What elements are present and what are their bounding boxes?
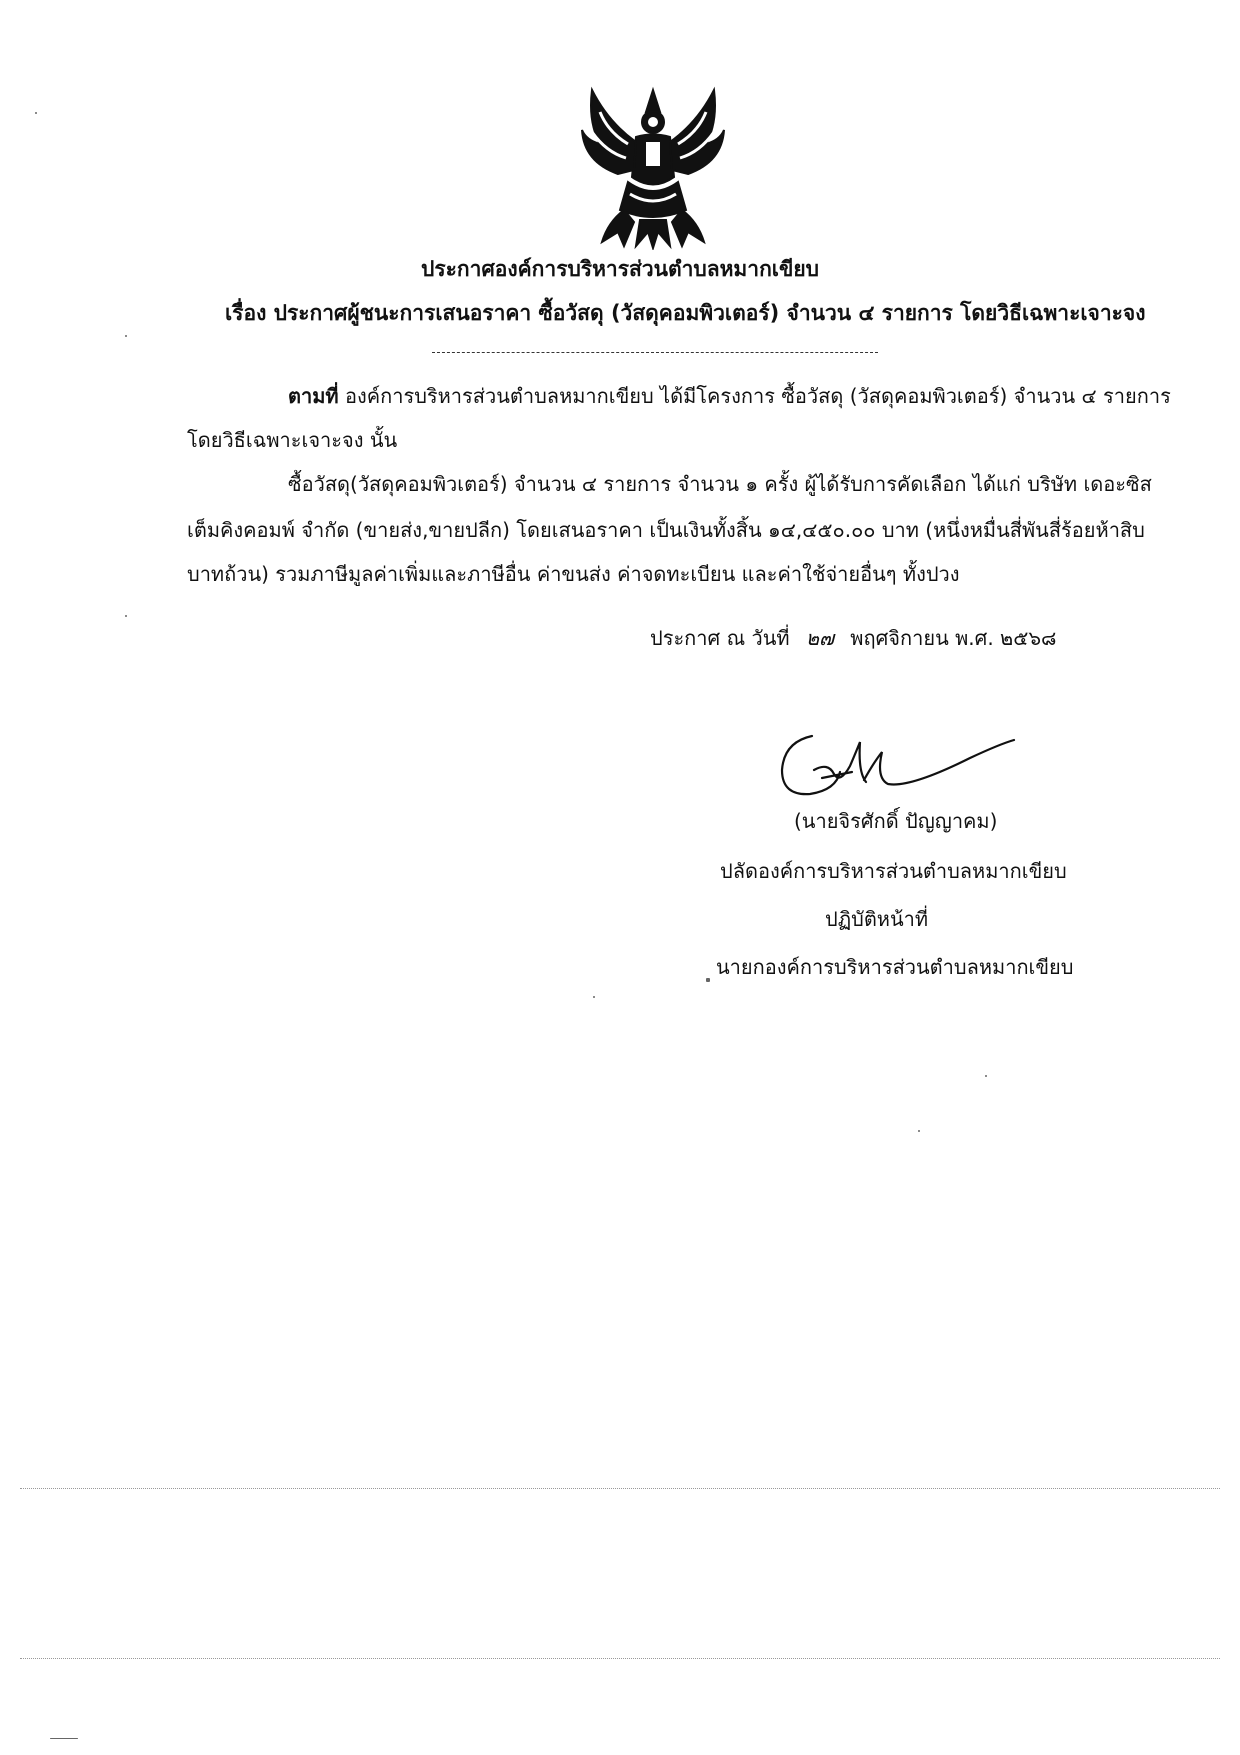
paragraph-1-line-2: โดยวิธีเฉพาะเจาะจง นั้น xyxy=(187,428,398,452)
announcement-subject xyxy=(225,297,1145,330)
paragraph-1-lead: ตามที่ xyxy=(288,384,339,408)
header-divider xyxy=(432,352,878,353)
date-suffix: พฤศจิกายน พ.ศ. ๒๕๖๘ xyxy=(850,626,1057,650)
scan-speck xyxy=(35,112,37,114)
signatory-position-3: นายกองค์การบริหารส่วนตำบลหมากเขียบ xyxy=(716,955,1074,979)
scan-speck xyxy=(593,996,595,998)
signatory-position-2: ปฏิบัติหน้าที่ xyxy=(825,907,929,931)
paragraph-2-line-3: บาทถ้วน) รวมภาษีมูลค่าเพิ่มและภาษีอื่น ค่าขนส่ง ค่าจดทะเบียน และค่าใช้จ่ายอื่นๆ ทั้งปวง xyxy=(187,562,960,586)
paragraph-2-line-2: เต็มคิงคอมพ์ จำกัด (ขายส่ง,ขายปลีก) โดยเสนอราคา เป็นเงินทั้งสิ้น ๑๔,๔๕๐.๐๐ บาท (หนึ่งหมื่นสี่พันสี่ร้อยห้าสิบ xyxy=(187,518,1145,542)
announcement-title: ประกาศองค์การบริหารส่วนตำบลหมากเขียบ xyxy=(421,257,819,281)
scan-artifact-line xyxy=(20,1488,1220,1489)
handwritten-signature-icon xyxy=(770,722,1020,812)
subject-prefix: เรื่อง ประกาศผู้ชนะการเสนอราคา xyxy=(225,301,532,325)
scan-speck xyxy=(125,615,127,617)
announcement-date xyxy=(650,622,1057,654)
subject-rest: ซื้อวัสดุ (วัสดุคอมพิวเตอร์) จำนวน ๔ รายการ โดยวิธีเฉพาะเจาะจง xyxy=(531,301,1146,325)
paragraph-1-text: องค์การบริหารส่วนตำบลหมากเขียบ ได้มีโครงการ ซื้อวัสดุ (วัสดุคอมพิวเตอร์) จำนวน ๔ รายการ xyxy=(338,384,1171,408)
garuda-emblem-icon xyxy=(578,82,728,250)
signatory-name: (นายจิรศักดิ์ ปัญญาคม) xyxy=(794,809,998,833)
signatory-position-1: ปลัดองค์การบริหารส่วนตำบลหมากเขียบ xyxy=(720,859,1067,883)
scan-speck xyxy=(125,335,127,337)
scan-artifact-line xyxy=(20,1658,1220,1659)
date-prefix: ประกาศ ณ วันที่ xyxy=(650,626,790,650)
scan-speck xyxy=(918,1130,920,1132)
date-day: ๒๗ xyxy=(805,626,835,650)
scan-speck xyxy=(706,978,710,982)
scan-speck xyxy=(50,1738,78,1739)
paragraph-2-line-1: ซื้อวัสดุ(วัสดุคอมพิวเตอร์) จำนวน ๔ รายการ จำนวน ๑ ครั้ง ผู้ได้รับการคัดเลือก ได้แก่ บริษัท เดอะซิส xyxy=(288,472,1152,496)
scan-speck xyxy=(985,1075,987,1077)
paragraph-1-line-1 xyxy=(288,374,1171,418)
